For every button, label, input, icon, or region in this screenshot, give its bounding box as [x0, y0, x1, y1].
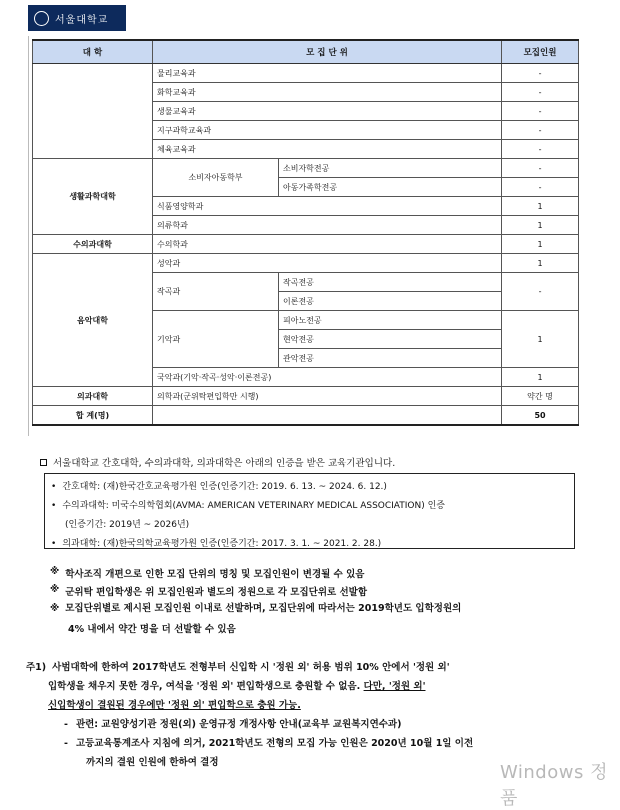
logo-text: 서울대학교	[55, 14, 109, 26]
table-row: 국악과(기악·작곡·성악·이론전공) 1	[33, 368, 579, 387]
emblem-icon	[34, 11, 49, 26]
note-item: ※ 군위탁 편입학생은 위 모집인원과 별도의 정원으로 각 모집단위로 선발함	[50, 584, 368, 598]
bullet-icon: •	[51, 501, 57, 511]
bullet-icon: •	[51, 482, 57, 492]
activation-watermark: Windows 정품	[500, 762, 608, 809]
reference-mark-icon: ※	[50, 566, 60, 577]
table-row: 의과대학 의학과(군위탁편입학만 시행) 약간 명	[33, 387, 579, 406]
table-row: 현악전공	[33, 330, 579, 349]
header-unit: 모 집 단 위	[153, 40, 502, 64]
table-row: 음악대학 성악과 1	[33, 254, 579, 273]
footnote-label: 주1)	[26, 662, 47, 673]
college-cell: 의과대학	[33, 387, 153, 406]
table-row: 아동가족학전공 -	[33, 178, 579, 197]
table-row: 생물교육과 -	[33, 102, 579, 121]
list-item-continuation: (인증기간: 2019년 ~ 2026년)	[65, 520, 190, 530]
header-count: 모집인원	[502, 40, 579, 64]
note-item: ※ 학사조직 개편으로 인한 모집 단위의 명칭 및 모집인원이 변경될 수 있음	[50, 566, 365, 580]
checkbox-square-icon	[40, 459, 47, 466]
footnote: 주1) 사범대학에 한하여 2017학년도 전형부터 신입학 시 '정원 외' 허용 범위 10% 안에서 '정원 외' 입학생을 채우지 못한 경우, 여석을 '정원 외' 편입학생으로 충원할 수 없음. 다만, '정원 외' 신입학생이 결원된 경우에만 '정원 외' 편입학으로 충원 가능. - 관련: 교원양성기관 정원(외) 운영규정 개정사항 안내(교육부 교원복지연수과) - 고등교육통계조사 지침에 의거, 2021학년도 전형의 모집 가능 인원은 2020년 10월 1일 이전 까지의 결원 인원에 한하여 결정	[26, 658, 586, 772]
list-item: - 관련: 교원양성기관 정원(외) 운영규정 개정사항 안내(교육부 교원복지연수과)	[64, 719, 402, 730]
table-row: 화학교육과 -	[33, 83, 579, 102]
header-college: 대 학	[33, 40, 153, 64]
list-item: • 간호대학: (재)한국간호교육평가원 인증(인증기간: 2019. 6. 13. ~ 2024. 6. 12.)	[51, 478, 568, 497]
table-row: 체육교육과 -	[33, 140, 579, 159]
table-row: 물리교육과 -	[33, 64, 579, 83]
list-item: • 의과대학: (재)한국의학교육평가원 인증(인증기간: 2017. 3. 1. ~ 2021. 2. 28.)	[51, 535, 568, 554]
reference-mark-icon: ※	[50, 584, 60, 595]
margin-line	[28, 36, 29, 436]
list-item: • 수의과대학: 미국수의학협회(AVMA: AMERICAN VETERINARY MEDICAL ASSOCIATION) 인증	[51, 497, 568, 516]
list-item: - 고등교육통계조사 지침에 의거, 2021학년도 전형의 모집 가능 인원은 2020년 10월 1일 이전	[64, 738, 474, 749]
total-label: 합 계(명)	[33, 406, 153, 426]
college-cell: 생활과학대학	[33, 159, 153, 235]
total-count: 50	[502, 406, 579, 426]
table-row: 작곡과 작곡전공 -	[33, 273, 579, 292]
table-row: 생활과학대학 소비자아동학부 소비자학전공 -	[33, 159, 579, 178]
table-row: 의류학과 1	[33, 216, 579, 235]
bullet-icon: •	[51, 539, 57, 549]
admission-table	[32, 39, 579, 426]
college-cell: 음악대학	[33, 254, 153, 387]
table-row: 수의과대학 수의학과 1	[33, 235, 579, 254]
table-header	[33, 40, 579, 64]
table-row: 지구과학교육과 -	[33, 121, 579, 140]
reference-mark-icon: ※	[50, 603, 60, 614]
table-row: 이론전공	[33, 292, 579, 311]
total-row	[33, 406, 579, 426]
table-row: 식품영양학과 1	[33, 197, 579, 216]
note-item: ※ 모집단위별로 제시된 모집인원 이내로 선발하며, 모집단위에 따라서는 2019학년도 입학정원의 4% 내에서 약간 명을 더 선발할 수 있음	[50, 598, 580, 640]
section-title: 서울대학교 간호대학, 수의과대학, 의과대학은 아래의 인증을 받은 교육기관입니다.	[40, 455, 395, 469]
college-cell: 수의과대학	[33, 235, 153, 254]
certification-box	[44, 473, 575, 549]
college-cell	[33, 64, 153, 159]
table-row: 관악전공	[33, 349, 579, 368]
table-row: 기악과 피아노전공 1	[33, 311, 579, 330]
university-logo	[28, 5, 126, 31]
